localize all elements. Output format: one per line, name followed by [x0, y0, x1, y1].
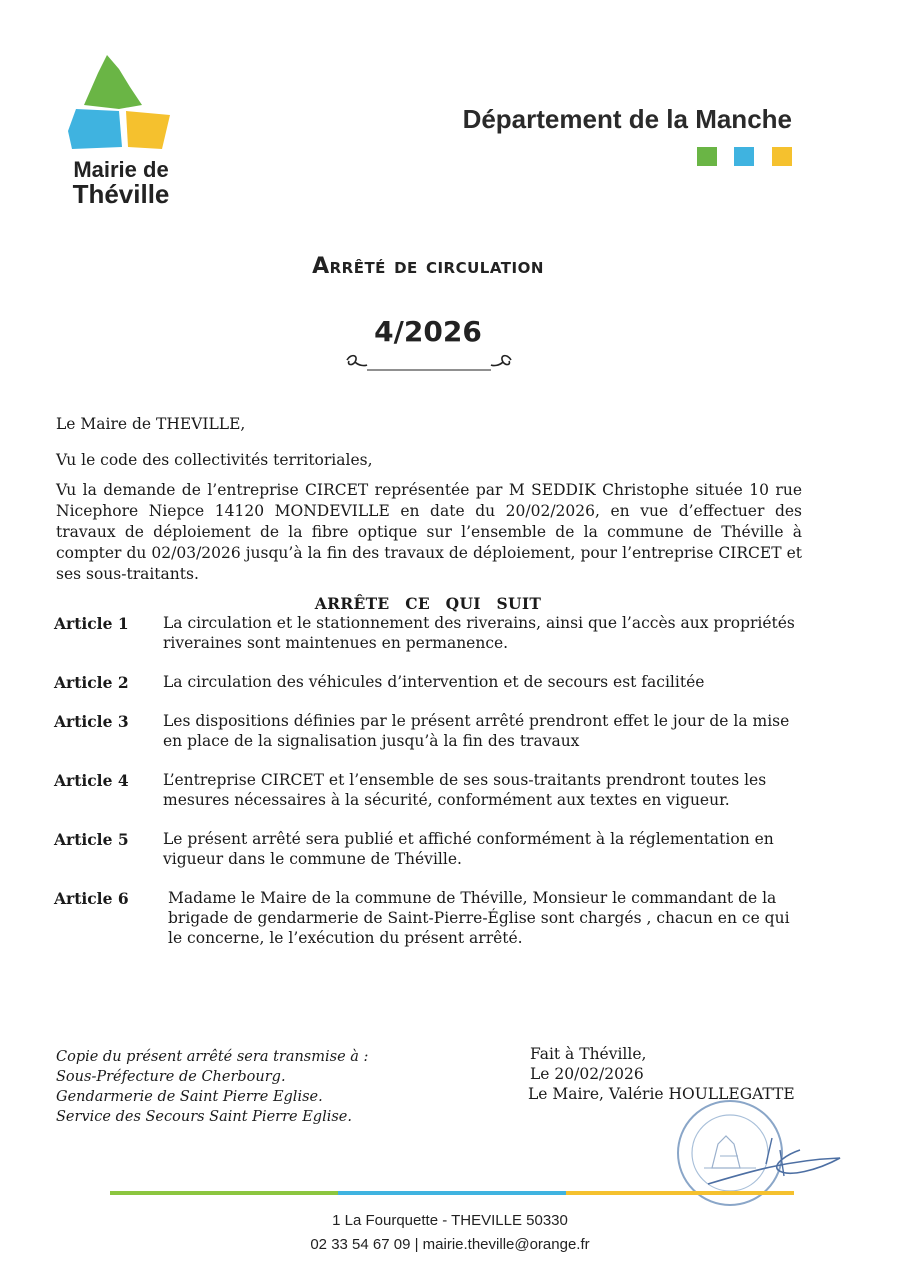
document-title — [0, 254, 856, 279]
logo-line-2: Théville — [72, 179, 170, 210]
article-3-text: Les dispositions définies par le présent arrêté prendront effet le jour de la mise en place de la signalisation jusqu’à la fin des travaux — [163, 712, 790, 750]
copy-recipient: Gendarmerie de Saint Pierre Eglise. — [56, 1089, 323, 1105]
green-square — [697, 147, 717, 166]
blue-square — [734, 147, 754, 166]
decision-heading: ARRÊTE CE QUI SUIT — [314, 594, 542, 613]
signature-signer: Le Maire, Valérie HOULLEGATTE — [528, 1085, 795, 1103]
article-5-text: Le présent arrêté sera publié et affiché conformément à la réglementation en vigueur dans le commune de Théville. — [163, 830, 774, 868]
preamble-request: Vu la demande de l’entreprise CIRCET représentée par M SEDDIK Christophe située 10 rue Nicephore Niepce 14120 MONDEVILLE en date du 20/02/2026, en vue d’effectuer des travaux de déploiement de la fibre optique sur l’ensemble de la commune de Théville à compter du 02/03/2026 jusqu’à la fin des travaux de déploiement, pour l’entreprise CIRCET et ses sous-traitants. — [56, 481, 802, 583]
signature-date: Le 20/02/2026 — [530, 1065, 644, 1083]
footer-address: 1 La Fourquette - THEVILLE 50330 — [332, 1212, 568, 1229]
article-5-label: Article 5 — [54, 830, 129, 849]
article-2-label: Article 2 — [54, 673, 129, 692]
yellow-square — [772, 147, 792, 166]
footer-bar-yellow — [566, 1191, 794, 1195]
preamble-mayor: Le Maire de THEVILLE, — [56, 415, 246, 433]
footer-bar-blue — [338, 1191, 566, 1195]
article-6-label: Article 6 — [54, 889, 129, 908]
copy-recipient: Sous-Préfecture de Cherbourg. — [56, 1069, 286, 1085]
decree-number: 4/2026 — [374, 315, 482, 348]
title-part-1: Arrêté — [312, 254, 386, 279]
footer-contact: 02 33 54 67 09 | mairie.theville@orange.fr — [310, 1236, 590, 1253]
department-title: Département de la Manche — [462, 104, 792, 134]
copies-list — [56, 1047, 416, 1127]
article-1-text: La circulation et le stationnement des riverains, ainsi que l’accès aux propriétés riveraines sont maintenues en permanence. — [163, 614, 795, 652]
footer-bar-green — [110, 1191, 338, 1195]
title-part-2: de circulation — [394, 254, 544, 279]
mairie-logo — [62, 55, 182, 215]
copy-recipient: Service des Secours Saint Pierre Eglise. — [56, 1109, 352, 1125]
article-2-text: La circulation des véhicules d’intervention et de secours est facilitée — [163, 673, 705, 691]
copies-intro: Copie du présent arrêté sera transmise à : — [56, 1049, 369, 1065]
signature-block — [530, 1044, 830, 1104]
logo-map-icon — [62, 55, 182, 160]
article-1-label: Article 1 — [54, 614, 129, 633]
article-4-text: L’entreprise CIRCET et l’ensemble de ses sous-traitants prendront toutes les mesures nécessaires à la sécurité, conformément aux textes en vigueur. — [163, 771, 767, 809]
article-6-text: Madame le Maire de la commune de Théville, Monsieur le commandant de la brigade de gendarmerie de Saint-Pierre-Église sont chargés , chacun en ce qui le concerne, le l’exécution du présent arrêté. — [168, 889, 790, 947]
logo-line-1: Mairie de — [73, 157, 169, 182]
article-3-label: Article 3 — [54, 712, 129, 731]
preamble-code: Vu le code des collectivités territoriales, — [56, 451, 373, 469]
signature-place: Fait à Théville, — [530, 1045, 647, 1063]
article-4-label: Article 4 — [54, 771, 129, 790]
ornament-divider-icon — [343, 350, 515, 374]
official-stamp-icon — [668, 1098, 848, 1216]
